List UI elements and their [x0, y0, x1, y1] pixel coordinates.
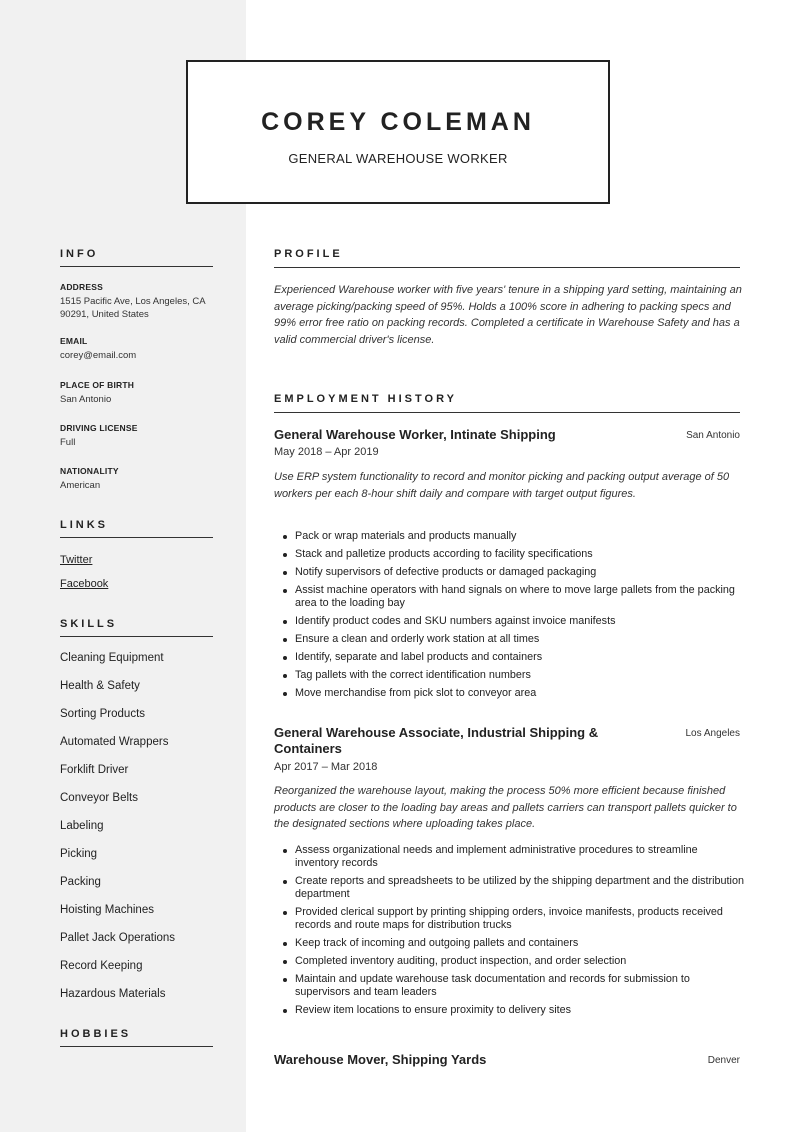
info-value-line: 90291, United States — [60, 309, 149, 320]
info-value: San Antonio — [60, 394, 112, 405]
info-nationality — [60, 466, 230, 492]
links-section — [60, 519, 213, 538]
info-value-line: 1515 Pacific Ave, Los Angeles, CA — [60, 296, 206, 307]
list-item: Pack or wrap materials and products manually — [274, 530, 744, 543]
candidate-title: GENERAL WAREHOUSE WORKER — [288, 151, 508, 166]
job-location: Los Angeles — [685, 728, 740, 739]
job-bullets — [274, 844, 744, 1022]
profile-text: Experienced Warehouse worker with five years' tenure in a shipping yard setting, maintaining an average picking/packing speed of 95%. Holds a 100% score in adhering to packing specs and 99% error free ratio on packing records. Completed a certificate in Warehouse Safety and has a valid commercial driver's license. — [274, 284, 742, 346]
job-title: Warehouse Mover, Shipping Yards — [274, 1052, 487, 1067]
job-title: General Warehouse Associate, Industrial Shipping & Containers — [274, 725, 599, 756]
job-bullets — [274, 530, 744, 705]
name-box — [186, 60, 610, 204]
list-item: Maintain and update warehouse task documentation and records for submission to supervisors and team leaders — [274, 973, 744, 999]
info-value: Full — [60, 437, 76, 448]
skill-item: Cleaning Equipment — [60, 652, 164, 664]
skill-item: Automated Wrappers — [60, 736, 169, 748]
list-item: Provided clerical support by printing shipping orders, invoice manifests, products received records and route maps for distribution trucks — [274, 906, 744, 932]
info-place-of-birth — [60, 380, 230, 406]
link-twitter[interactable]: Twitter — [60, 554, 93, 566]
hobbies-section — [60, 1028, 213, 1047]
info-address — [60, 282, 230, 321]
job-location: Denver — [707, 1055, 740, 1066]
list-item: Create reports and spreadsheets to be utilized by the shipping department and the distribution department — [274, 875, 744, 901]
candidate-name: COREY COLEMAN — [261, 108, 535, 136]
list-item: Completed inventory auditing, product inspection, and order selection — [274, 955, 744, 968]
skill-item: Record Keeping — [60, 960, 143, 972]
skill-item: Sorting Products — [60, 708, 146, 720]
profile-heading: PROFILE — [274, 248, 740, 268]
job-dates: Apr 2017 – Mar 2018 — [274, 761, 378, 773]
list-item: Review item locations to ensure proximity to delivery sites — [274, 1004, 744, 1017]
list-item: Identify product codes and SKU numbers against invoice manifests — [274, 615, 744, 628]
job-title: General Warehouse Worker, Intinate Shipping — [274, 427, 556, 442]
skill-item: Pallet Jack Operations — [60, 932, 176, 944]
skill-item: Health & Safety — [60, 680, 140, 692]
hobbies-heading: HOBBIES — [60, 1028, 213, 1047]
list-item: Assist machine operators with hand signals on where to move large pallets from the packing area to the loading bay — [274, 584, 744, 610]
list-item: Identify, separate and label products and containers — [274, 651, 744, 664]
skill-item: Forklift Driver — [60, 764, 129, 776]
list-item: Keep track of incoming and outgoing pallets and containers — [274, 937, 744, 950]
skills-heading: SKILLS — [60, 618, 213, 637]
info-label: EMAIL — [60, 336, 88, 346]
list-item: Move merchandise from pick slot to conveyor area — [274, 687, 744, 700]
job-dates: May 2018 – Apr 2019 — [274, 446, 379, 458]
employment-heading: EMPLOYMENT HISTORY — [274, 393, 740, 413]
list-item: Assess organizational needs and implement administrative procedures to streamline inventory records — [274, 844, 744, 870]
info-driving-license — [60, 423, 230, 449]
info-value: corey@email.com — [60, 350, 137, 361]
info-label: NATIONALITY — [60, 466, 119, 476]
skill-item: Hazardous Materials — [60, 988, 166, 1000]
skill-item: Picking — [60, 848, 98, 860]
list-item: Notify supervisors of defective products or damaged packaging — [274, 566, 744, 579]
list-item: Stack and palletize products according to facility specifications — [274, 548, 744, 561]
info-label: ADDRESS — [60, 282, 103, 292]
list-item: Ensure a clean and orderly work station at all times — [274, 633, 744, 646]
job-location: San Antonio — [686, 430, 740, 441]
info-email — [60, 336, 230, 362]
info-label: PLACE OF BIRTH — [60, 380, 135, 390]
info-value: American — [60, 480, 101, 491]
skill-item: Hoisting Machines — [60, 904, 154, 916]
links-heading: LINKS — [60, 519, 213, 538]
info-value — [60, 295, 230, 321]
job-summary: Use ERP system functionality to record and monitor picking and packing output average of 50 workers per each 8-hour shift daily and compare with target output figures. — [274, 471, 730, 500]
info-heading: INFO — [60, 248, 213, 267]
link-facebook[interactable]: Facebook — [60, 578, 109, 590]
skill-item: Conveyor Belts — [60, 792, 138, 804]
job-summary: Reorganized the warehouse layout, making the process 50% more efficient because finished products are closer to the loading bay areas and pallets carriers can transport pallets quicker to the designated sections where uploading takes place. — [274, 785, 737, 830]
skill-item: Packing — [60, 876, 101, 888]
skills-section — [60, 618, 213, 637]
list-item: Tag pallets with the correct identification numbers — [274, 669, 744, 682]
info-label: DRIVING LICENSE — [60, 423, 138, 433]
skill-item: Labeling — [60, 820, 104, 832]
info-section — [60, 248, 213, 267]
